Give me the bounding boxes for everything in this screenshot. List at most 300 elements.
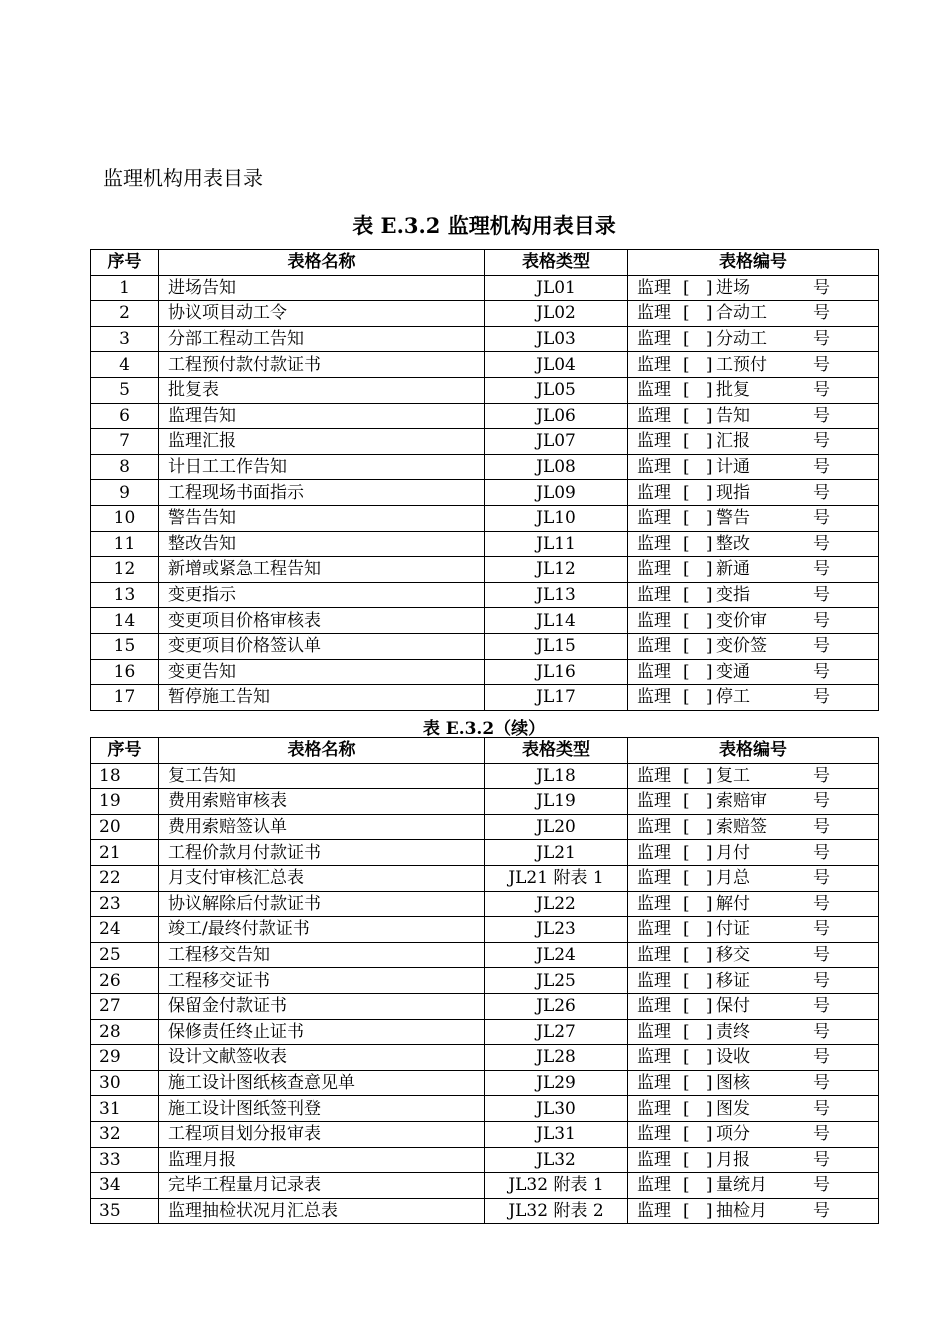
code-suffix: 号 bbox=[813, 610, 830, 631]
code-prefix: 监理 bbox=[637, 380, 671, 401]
code-prefix: 监理 bbox=[637, 868, 671, 889]
form-type: JL03 bbox=[485, 326, 628, 352]
form-name: 保留金付款证书 bbox=[159, 993, 485, 1019]
row-number: 9 bbox=[91, 480, 159, 506]
code-suffix: 号 bbox=[813, 585, 830, 606]
row-number: 35 bbox=[91, 1198, 159, 1224]
continued-caption: 表 E.3.2（续） bbox=[422, 719, 546, 739]
table-row bbox=[91, 531, 879, 557]
row-number: 25 bbox=[91, 942, 159, 968]
form-type: JL10 bbox=[485, 505, 628, 531]
form-type: JL04 bbox=[485, 352, 628, 378]
code-prefix: 监理 bbox=[637, 842, 671, 863]
code-brackets: [ ] bbox=[683, 1098, 713, 1119]
header-row bbox=[91, 250, 879, 276]
code-suffix: 号 bbox=[813, 431, 830, 452]
code-suffix: 号 bbox=[813, 354, 830, 375]
code-word: 分动工 bbox=[716, 329, 767, 350]
form-code bbox=[628, 1019, 879, 1045]
code-prefix: 监理 bbox=[637, 482, 671, 503]
table-row bbox=[91, 942, 879, 968]
row-number: 3 bbox=[91, 326, 159, 352]
code-brackets: [ ] bbox=[683, 457, 713, 478]
code-brackets: [ ] bbox=[683, 661, 713, 682]
row-number: 8 bbox=[91, 454, 159, 480]
row-number: 15 bbox=[91, 633, 159, 659]
form-code bbox=[628, 429, 879, 455]
code-prefix: 监理 bbox=[637, 791, 671, 812]
code-suffix: 号 bbox=[813, 765, 830, 786]
table-row bbox=[91, 454, 879, 480]
form-name: 变更项目价格审核表 bbox=[159, 608, 485, 634]
code-brackets: [ ] bbox=[683, 303, 713, 324]
code-brackets: [ ] bbox=[683, 559, 713, 580]
form-type: JL15 bbox=[485, 633, 628, 659]
form-code bbox=[628, 480, 879, 506]
form-directory-table bbox=[90, 249, 879, 711]
form-name: 警告告知 bbox=[159, 505, 485, 531]
form-type: JL21 附表 1 bbox=[485, 865, 628, 891]
form-name: 复工告知 bbox=[159, 763, 485, 789]
form-code bbox=[628, 1096, 879, 1122]
form-code bbox=[628, 326, 879, 352]
form-name: 施工设计图纸核查意见单 bbox=[159, 1070, 485, 1096]
form-name: 工程现场书面指示 bbox=[159, 480, 485, 506]
code-word: 新通 bbox=[716, 559, 750, 580]
form-type: JL31 bbox=[485, 1121, 628, 1147]
row-number: 19 bbox=[91, 789, 159, 815]
form-type: JL32 bbox=[485, 1147, 628, 1173]
form-code bbox=[628, 814, 879, 840]
form-name: 施工设计图纸签刊登 bbox=[159, 1096, 485, 1122]
code-word: 图发 bbox=[716, 1098, 750, 1119]
code-brackets: [ ] bbox=[683, 636, 713, 657]
form-name: 监理月报 bbox=[159, 1147, 485, 1173]
form-type: JL14 bbox=[485, 608, 628, 634]
code-brackets: [ ] bbox=[683, 765, 713, 786]
code-brackets: [ ] bbox=[683, 687, 713, 708]
form-type: JL22 bbox=[485, 891, 628, 917]
code-word: 付证 bbox=[716, 919, 750, 940]
code-word: 项分 bbox=[716, 1124, 750, 1145]
code-prefix: 监理 bbox=[637, 508, 671, 529]
table-row bbox=[91, 1070, 879, 1096]
form-name: 保修责任终止证书 bbox=[159, 1019, 485, 1045]
code-suffix: 号 bbox=[813, 893, 830, 914]
code-word: 整改 bbox=[716, 533, 750, 554]
table-row bbox=[91, 763, 879, 789]
form-type: JL29 bbox=[485, 1070, 628, 1096]
row-number: 29 bbox=[91, 1045, 159, 1071]
form-type: JL19 bbox=[485, 789, 628, 815]
code-word: 量统月 bbox=[716, 1175, 767, 1196]
code-prefix: 监理 bbox=[637, 919, 671, 940]
code-brackets: [ ] bbox=[683, 380, 713, 401]
table-row bbox=[91, 480, 879, 506]
row-number: 24 bbox=[91, 917, 159, 943]
code-word: 移证 bbox=[716, 970, 750, 991]
code-suffix: 号 bbox=[813, 996, 830, 1017]
table-row bbox=[91, 429, 879, 455]
form-type: JL20 bbox=[485, 814, 628, 840]
code-prefix: 监理 bbox=[637, 354, 671, 375]
code-suffix: 号 bbox=[813, 661, 830, 682]
row-number: 13 bbox=[91, 582, 159, 608]
form-name: 监理告知 bbox=[159, 403, 485, 429]
form-type: JL06 bbox=[485, 403, 628, 429]
code-brackets: [ ] bbox=[683, 1021, 713, 1042]
row-number: 31 bbox=[91, 1096, 159, 1122]
form-name: 协议项目动工令 bbox=[159, 301, 485, 327]
table-row bbox=[91, 1045, 879, 1071]
code-brackets: [ ] bbox=[683, 610, 713, 631]
form-code bbox=[628, 840, 879, 866]
code-suffix: 号 bbox=[813, 1047, 830, 1068]
code-suffix: 号 bbox=[813, 817, 830, 838]
form-name: 变更告知 bbox=[159, 659, 485, 685]
code-prefix: 监理 bbox=[637, 1098, 671, 1119]
code-prefix: 监理 bbox=[637, 559, 671, 580]
code-suffix: 号 bbox=[813, 636, 830, 657]
table-row bbox=[91, 917, 879, 943]
code-word: 现指 bbox=[716, 482, 750, 503]
code-prefix: 监理 bbox=[637, 661, 671, 682]
form-type: JL32 附表 2 bbox=[485, 1198, 628, 1224]
form-code bbox=[628, 505, 879, 531]
code-prefix: 监理 bbox=[637, 1124, 671, 1145]
form-name: 工程预付款付款证书 bbox=[159, 352, 485, 378]
code-prefix: 监理 bbox=[637, 329, 671, 350]
row-number: 16 bbox=[91, 659, 159, 685]
code-word: 合动工 bbox=[716, 303, 767, 324]
code-prefix: 监理 bbox=[637, 585, 671, 606]
code-brackets: [ ] bbox=[683, 996, 713, 1017]
code-prefix: 监理 bbox=[637, 405, 671, 426]
form-type: JL05 bbox=[485, 377, 628, 403]
code-brackets: [ ] bbox=[683, 1200, 713, 1221]
form-code bbox=[628, 377, 879, 403]
form-name: 新增或紧急工程告知 bbox=[159, 557, 485, 583]
code-prefix: 监理 bbox=[637, 457, 671, 478]
code-word: 停工 bbox=[716, 687, 750, 708]
code-prefix: 监理 bbox=[637, 636, 671, 657]
table-row bbox=[91, 993, 879, 1019]
form-name: 工程项目划分报审表 bbox=[159, 1121, 485, 1147]
form-code bbox=[628, 789, 879, 815]
code-prefix: 监理 bbox=[637, 687, 671, 708]
code-suffix: 号 bbox=[813, 868, 830, 889]
table-row bbox=[91, 326, 879, 352]
form-type: JL11 bbox=[485, 531, 628, 557]
form-code bbox=[628, 1070, 879, 1096]
code-brackets: [ ] bbox=[683, 945, 713, 966]
code-prefix: 监理 bbox=[637, 1073, 671, 1094]
row-number: 6 bbox=[91, 403, 159, 429]
header-no: 序号 bbox=[91, 250, 159, 276]
form-name: 分部工程动工告知 bbox=[159, 326, 485, 352]
code-suffix: 号 bbox=[813, 303, 830, 324]
table-row bbox=[91, 608, 879, 634]
form-name: 设计文献签收表 bbox=[159, 1045, 485, 1071]
code-prefix: 监理 bbox=[637, 1200, 671, 1221]
code-word: 批复 bbox=[716, 380, 750, 401]
code-suffix: 号 bbox=[813, 1200, 830, 1221]
code-word: 变指 bbox=[716, 585, 750, 606]
form-type: JL24 bbox=[485, 942, 628, 968]
code-suffix: 号 bbox=[813, 482, 830, 503]
table-row bbox=[91, 840, 879, 866]
table-row bbox=[91, 814, 879, 840]
code-word: 设收 bbox=[716, 1047, 750, 1068]
form-name: 计日工工作告知 bbox=[159, 454, 485, 480]
row-number: 20 bbox=[91, 814, 159, 840]
code-prefix: 监理 bbox=[637, 1175, 671, 1196]
row-number: 2 bbox=[91, 301, 159, 327]
code-prefix: 监理 bbox=[637, 1149, 671, 1170]
row-number: 12 bbox=[91, 557, 159, 583]
table-row bbox=[91, 659, 879, 685]
code-brackets: [ ] bbox=[683, 329, 713, 350]
header-row bbox=[91, 738, 879, 764]
code-brackets: [ ] bbox=[683, 1073, 713, 1094]
code-prefix: 监理 bbox=[637, 533, 671, 554]
form-name: 工程移交证书 bbox=[159, 968, 485, 994]
code-prefix: 监理 bbox=[637, 817, 671, 838]
table-row bbox=[91, 1147, 879, 1173]
code-brackets: [ ] bbox=[683, 1124, 713, 1145]
code-suffix: 号 bbox=[813, 945, 830, 966]
table-row bbox=[91, 403, 879, 429]
code-suffix: 号 bbox=[813, 457, 830, 478]
page-heading: 监理机构用表目录 bbox=[103, 166, 263, 190]
form-type: JL07 bbox=[485, 429, 628, 455]
header-code: 表格编号 bbox=[628, 250, 879, 276]
form-type: JL27 bbox=[485, 1019, 628, 1045]
code-prefix: 监理 bbox=[637, 303, 671, 324]
code-suffix: 号 bbox=[813, 533, 830, 554]
row-number: 32 bbox=[91, 1121, 159, 1147]
row-number: 18 bbox=[91, 763, 159, 789]
code-brackets: [ ] bbox=[683, 1149, 713, 1170]
code-suffix: 号 bbox=[813, 1073, 830, 1094]
row-number: 1 bbox=[91, 275, 159, 301]
form-code bbox=[628, 301, 879, 327]
form-type: JL21 bbox=[485, 840, 628, 866]
code-suffix: 号 bbox=[813, 791, 830, 812]
code-brackets: [ ] bbox=[683, 1047, 713, 1068]
form-name: 监理抽检状况月汇总表 bbox=[159, 1198, 485, 1224]
code-prefix: 监理 bbox=[637, 277, 671, 298]
header-name: 表格名称 bbox=[159, 250, 485, 276]
row-number: 7 bbox=[91, 429, 159, 455]
form-code bbox=[628, 917, 879, 943]
row-number: 17 bbox=[91, 685, 159, 711]
form-type: JL13 bbox=[485, 582, 628, 608]
code-suffix: 号 bbox=[813, 508, 830, 529]
header-type: 表格类型 bbox=[485, 250, 628, 276]
form-name: 批复表 bbox=[159, 377, 485, 403]
code-brackets: [ ] bbox=[683, 919, 713, 940]
code-prefix: 监理 bbox=[637, 610, 671, 631]
table-caption: 表 E.3.2 监理机构用表目录 bbox=[352, 213, 616, 238]
code-word: 警告 bbox=[716, 508, 750, 529]
form-code bbox=[628, 403, 879, 429]
code-word: 索赔审 bbox=[716, 791, 767, 812]
form-type: JL09 bbox=[485, 480, 628, 506]
code-word: 责终 bbox=[716, 1021, 750, 1042]
form-code bbox=[628, 1173, 879, 1199]
code-suffix: 号 bbox=[813, 380, 830, 401]
table-row bbox=[91, 1096, 879, 1122]
code-prefix: 监理 bbox=[637, 996, 671, 1017]
code-brackets: [ ] bbox=[683, 585, 713, 606]
form-type: JL17 bbox=[485, 685, 628, 711]
form-type: JL30 bbox=[485, 1096, 628, 1122]
code-brackets: [ ] bbox=[683, 482, 713, 503]
code-brackets: [ ] bbox=[683, 1175, 713, 1196]
code-prefix: 监理 bbox=[637, 970, 671, 991]
code-suffix: 号 bbox=[813, 405, 830, 426]
form-name: 工程移交告知 bbox=[159, 942, 485, 968]
code-word: 工预付 bbox=[716, 354, 767, 375]
table-row bbox=[91, 505, 879, 531]
table-row bbox=[91, 1121, 879, 1147]
table-row bbox=[91, 968, 879, 994]
code-brackets: [ ] bbox=[683, 508, 713, 529]
code-word: 变通 bbox=[716, 661, 750, 682]
form-name: 监理汇报 bbox=[159, 429, 485, 455]
row-number: 22 bbox=[91, 865, 159, 891]
table-row bbox=[91, 557, 879, 583]
code-suffix: 号 bbox=[813, 1175, 830, 1196]
code-word: 移交 bbox=[716, 945, 750, 966]
code-word: 索赔签 bbox=[716, 817, 767, 838]
form-code bbox=[628, 1147, 879, 1173]
table-row bbox=[91, 633, 879, 659]
form-code bbox=[628, 993, 879, 1019]
code-word: 变价签 bbox=[716, 636, 767, 657]
row-number: 30 bbox=[91, 1070, 159, 1096]
table-row bbox=[91, 1019, 879, 1045]
header-type: 表格类型 bbox=[485, 738, 628, 764]
form-type: JL23 bbox=[485, 917, 628, 943]
table-row bbox=[91, 865, 879, 891]
code-brackets: [ ] bbox=[683, 842, 713, 863]
form-name: 费用索赔签认单 bbox=[159, 814, 485, 840]
code-word: 月付 bbox=[716, 842, 750, 863]
code-prefix: 监理 bbox=[637, 431, 671, 452]
code-brackets: [ ] bbox=[683, 817, 713, 838]
table-row bbox=[91, 275, 879, 301]
code-prefix: 监理 bbox=[637, 1021, 671, 1042]
form-code bbox=[628, 352, 879, 378]
code-prefix: 监理 bbox=[637, 945, 671, 966]
row-number: 23 bbox=[91, 891, 159, 917]
table-row bbox=[91, 789, 879, 815]
form-code bbox=[628, 891, 879, 917]
form-code bbox=[628, 608, 879, 634]
code-suffix: 号 bbox=[813, 1149, 830, 1170]
code-suffix: 号 bbox=[813, 687, 830, 708]
row-number: 11 bbox=[91, 531, 159, 557]
form-code bbox=[628, 275, 879, 301]
header-no: 序号 bbox=[91, 738, 159, 764]
code-brackets: [ ] bbox=[683, 405, 713, 426]
form-name: 整改告知 bbox=[159, 531, 485, 557]
form-type: JL32 附表 1 bbox=[485, 1173, 628, 1199]
form-name: 进场告知 bbox=[159, 275, 485, 301]
form-type: JL28 bbox=[485, 1045, 628, 1071]
code-suffix: 号 bbox=[813, 970, 830, 991]
code-suffix: 号 bbox=[813, 329, 830, 350]
form-code bbox=[628, 942, 879, 968]
form-name: 变更指示 bbox=[159, 582, 485, 608]
form-code bbox=[628, 968, 879, 994]
form-type: JL02 bbox=[485, 301, 628, 327]
code-suffix: 号 bbox=[813, 842, 830, 863]
form-name: 完毕工程量月记录表 bbox=[159, 1173, 485, 1199]
table-row bbox=[91, 891, 879, 917]
form-type: JL08 bbox=[485, 454, 628, 480]
row-number: 4 bbox=[91, 352, 159, 378]
form-type: JL18 bbox=[485, 763, 628, 789]
code-prefix: 监理 bbox=[637, 1047, 671, 1068]
code-suffix: 号 bbox=[813, 1021, 830, 1042]
table-row bbox=[91, 1173, 879, 1199]
row-number: 34 bbox=[91, 1173, 159, 1199]
form-type: JL16 bbox=[485, 659, 628, 685]
row-number: 21 bbox=[91, 840, 159, 866]
form-code bbox=[628, 1045, 879, 1071]
form-code bbox=[628, 557, 879, 583]
code-brackets: [ ] bbox=[683, 868, 713, 889]
row-number: 26 bbox=[91, 968, 159, 994]
code-brackets: [ ] bbox=[683, 970, 713, 991]
form-type: JL25 bbox=[485, 968, 628, 994]
code-suffix: 号 bbox=[813, 559, 830, 580]
row-number: 14 bbox=[91, 608, 159, 634]
form-code bbox=[628, 685, 879, 711]
code-word: 图核 bbox=[716, 1073, 750, 1094]
form-directory-table-continued bbox=[90, 737, 879, 1224]
table-row bbox=[91, 377, 879, 403]
table-row bbox=[91, 352, 879, 378]
header-name: 表格名称 bbox=[159, 738, 485, 764]
row-number: 10 bbox=[91, 505, 159, 531]
code-brackets: [ ] bbox=[683, 533, 713, 554]
code-suffix: 号 bbox=[813, 919, 830, 940]
code-word: 抽检月 bbox=[716, 1200, 767, 1221]
row-number: 33 bbox=[91, 1147, 159, 1173]
form-name: 变更项目价格签认单 bbox=[159, 633, 485, 659]
code-word: 告知 bbox=[716, 405, 750, 426]
form-name: 协议解除后付款证书 bbox=[159, 891, 485, 917]
code-suffix: 号 bbox=[813, 1098, 830, 1119]
table-row bbox=[91, 301, 879, 327]
form-name: 暂停施工告知 bbox=[159, 685, 485, 711]
form-code bbox=[628, 659, 879, 685]
form-code bbox=[628, 454, 879, 480]
code-prefix: 监理 bbox=[637, 765, 671, 786]
code-suffix: 号 bbox=[813, 1124, 830, 1145]
table-row bbox=[91, 582, 879, 608]
row-number: 27 bbox=[91, 993, 159, 1019]
code-word: 复工 bbox=[716, 765, 750, 786]
code-brackets: [ ] bbox=[683, 277, 713, 298]
code-suffix: 号 bbox=[813, 277, 830, 298]
form-type: JL26 bbox=[485, 993, 628, 1019]
code-prefix: 监理 bbox=[637, 893, 671, 914]
